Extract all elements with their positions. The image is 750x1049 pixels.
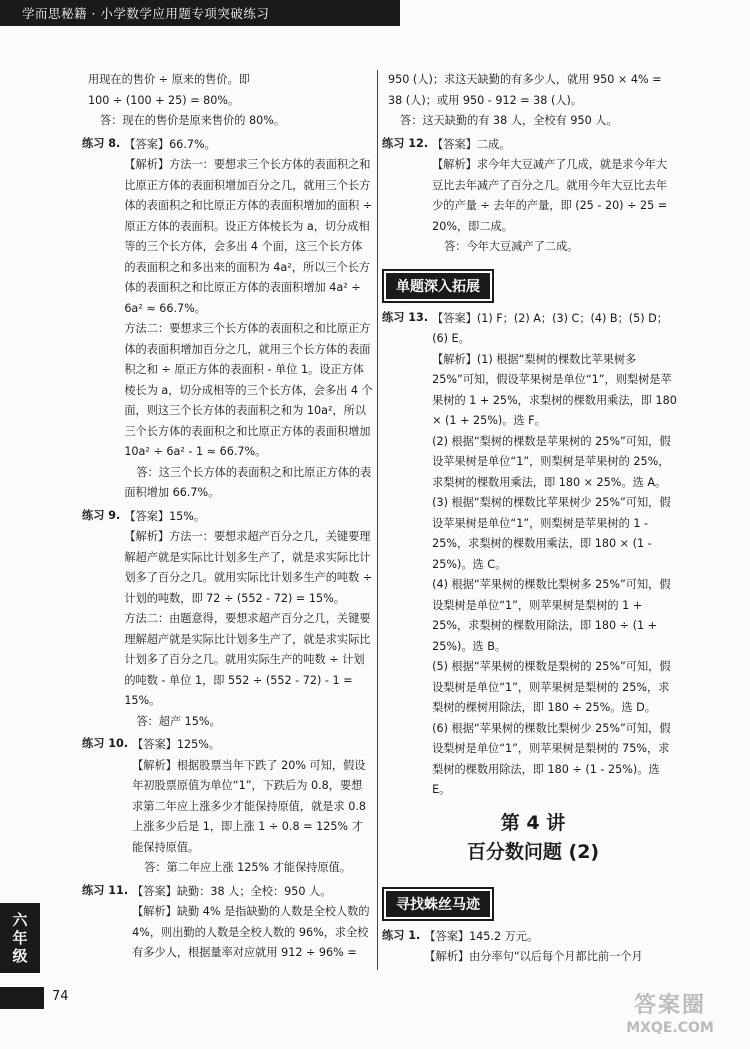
book-title: 学而思秘籍 · 小学数学应用题专项突破练习 <box>22 6 270 21</box>
grade-char: 级 <box>12 947 28 965</box>
grade-char: 六 <box>12 911 28 929</box>
explanation: (2) 根据“梨树的棵数是苹果树的 25%”可知，假设苹果树是单位“1”，则梨树是苹果树的 25%，求梨树的棵数用乘法，即 180 × 25%。选 A。 <box>432 434 671 489</box>
text-line: 950 (人)；求这天缺勤的有多少人，就用 950 × 4% = 38 (人)；或用 950 - 912 = 38 (人)。 <box>388 73 662 107</box>
conclusion: 答：第二年应上涨 125% 才能保持原值。 <box>144 861 352 874</box>
answer: 【答案】145.2 万元。 <box>424 929 539 943</box>
page-number: 74 <box>52 989 69 1004</box>
lecture-number: 第 4 讲 <box>500 811 566 834</box>
lecture-heading <box>388 809 678 867</box>
exercise-8 <box>82 135 373 504</box>
exercise-11 <box>82 882 373 964</box>
section-heading-clues <box>382 887 494 921</box>
explanation: 【解析】(1) 根据“梨树的棵数比苹果树多 25%”可知，假设苹果树是单位“1”，则梨树是苹果树的 1 + 25%，求梨树的棵数用乘法，即 180 × (1 + 25%)。选 F。 <box>432 352 677 427</box>
exercise-label: 练习 13. <box>382 310 429 324</box>
answer: 【答案】缺勤：38 人；全校：950 人。 <box>132 884 332 898</box>
section-heading-text: 寻找蛛丝马迹 <box>386 891 490 917</box>
exercise-1 <box>382 927 678 968</box>
answer: 【答案】15%。 <box>124 509 206 523</box>
footer-bar <box>0 987 44 1009</box>
explanation: (5) 根据“苹果树的棵数是梨树的 25%”可知，假设梨树是单位“1”，则苹果树是梨树的 25%，求梨树的棵树用除法，即 180 ÷ 25%。选 D。 <box>432 660 671 714</box>
grade-tab <box>0 903 40 973</box>
text-line: 答：这天缺勤的有 38 人，全校有 950 人。 <box>400 114 618 127</box>
book-header <box>0 0 400 26</box>
lecture-title: 百分数问题 (2) <box>466 840 600 863</box>
explanation: 【解析】缺勤 4% 是指缺勤的人数是全校人数的 4%，则出勤的人数是全校人数的 96%，求全校有多少人，根据量率对应就用 912 ÷ 96% = <box>132 905 370 959</box>
exercise-label: 练习 1. <box>382 928 421 942</box>
exercise-label: 练习 10. <box>82 737 129 750</box>
explanation: 方法二：要想求三个长方体的表面积之和比原正方体的表面积增加百分之几，就用三个长方体的表面积之和 ÷ 原正方体的表面积 - 单位 1。设正方体棱长为 a，切分成相等的三个长方体，会多出 4 个面，则这三个长方体的表面积之和为 10a²，所以三个长方体的表面积之和比原正方体的表面积增加 10a² ÷ 6a² - 1 ≈ 66.7%。 <box>124 322 373 458</box>
conclusion: 答：这三个长方体的表面积之和比原正方体的表面积增加 66.7%。 <box>124 465 372 499</box>
exercise-10 <box>82 735 373 879</box>
answer: 【答案】二成。 <box>432 137 511 151</box>
answer: 【答案】66.7%。 <box>124 137 216 151</box>
watermark-text: 答案圈 <box>633 993 706 1018</box>
explanation: 【解析】方法一：要想求三个长方体的表面积之和比原正方体的表面积增加百分之几，就用三个长方体的表面积之和比原正方体的表面积增加的面积 ÷ 原正方体的表面积。设正方体棱长为 a，切分成相等的三个长方体，会多出 4 个面，这三个长方体的表面积之和多出来的面积为 4a²，所以三个长方体的表面积之和比原正方体的表面积增加 4a² ÷ 6a² ≈ 66.7%。 <box>124 158 373 315</box>
exercise-label: 练习 9. <box>82 508 121 522</box>
explanation: (4) 根据“苹果树的棵数比梨树多 25%”可知，假设梨树是单位“1”，则苹果树是梨树的 1 + 25%，求梨树的棵数用除法，即 180 ÷ (1 + 25%)。选 B。 <box>432 578 671 653</box>
conclusion: 答：今年大豆减产了二成。 <box>444 240 579 253</box>
exercise-label: 练习 11. <box>82 883 129 897</box>
exercise-label: 练习 12. <box>382 136 429 150</box>
explanation: 【解析】方法一：要想求超产百分之几，关键要理解超产就是实际比计划多生产了，就是求实际比计划多了百分之几。就用实际比计划多生产的吨数 ÷ 计划的吨数，即 72 ÷ (552 - 72) = 15%。 <box>124 530 373 605</box>
exercise-9 <box>82 507 373 733</box>
grade-char: 年 <box>12 929 28 947</box>
text-line: 答：现在的售价是原来售价的 80%。 <box>100 114 286 127</box>
column-divider <box>377 70 378 970</box>
explanation: (3) 根据“梨树的棵数比苹果树少 25%”可知，假设苹果树是单位“1”，则梨树是苹果树的 1 - 25%，求梨树的棵数用乘法，即 180 × (1 - 25%)。选 C。 <box>432 496 671 571</box>
right-column <box>382 70 678 971</box>
explanation: (6) 根据“苹果树的棵数比梨树少 25%”可知，假设梨树是单位“1”，则苹果树是梨树的 75%，求梨树的棵数用除法，即 180 ÷ (1 - 25%)。选 E。 <box>432 721 671 796</box>
explanation: 【解析】求今年大豆减产了几成，就是求今年大豆比去年减产了百分之几。就用今年大豆比去年少的产量 ÷ 去年的产量，即 (25 - 20) ÷ 25 = 20%，即二成。 <box>432 158 668 233</box>
conclusion: 答：超产 15%。 <box>136 714 221 728</box>
explanation: 【解析】由分率句“以后每个月都比前一个月 <box>424 950 643 963</box>
continued-text <box>388 70 678 132</box>
left-column <box>82 70 373 967</box>
exercise-13 <box>382 309 678 801</box>
answer: 【答案】(1) F；(2) A；(3) C；(4) B；(5) D；(6) E。 <box>432 311 668 345</box>
text-line: 100 ÷ (100 + 25) = 80%。 <box>88 93 240 107</box>
text-line: 用现在的售价 ÷ 原来的售价。即 <box>88 73 250 86</box>
watermark-logo <box>600 995 740 1045</box>
exercise-12 <box>382 135 678 258</box>
section-heading-text: 单题深入拓展 <box>386 273 490 299</box>
watermark-url: MXQE.COM <box>626 1020 714 1036</box>
exercise-label: 练习 8. <box>82 136 121 150</box>
explanation: 方法二：由题意得，要想求超产百分之几，关键要理解超产就是实际比计划多生产了，就是求实际比计划多了百分之几。就用实际生产的吨数 ÷ 计划的吨数 - 单位 1，即 552 ÷ (552 - 72) - 1 = 15%。 <box>124 612 371 707</box>
explanation: 【解析】根据股票当年下跌了 20% 可知，假设年初股票原值为单位“1”，下跌后为 0.8，要想求第二年应上涨多少才能保持原值，就是求 0.8 上涨多少后是 1，即上涨 1 ÷ 0.8 = 125% 才能保持原值。 <box>132 758 367 854</box>
section-heading-extension <box>382 269 494 303</box>
answer: 【答案】125%。 <box>132 738 221 751</box>
continued-text <box>88 70 373 132</box>
